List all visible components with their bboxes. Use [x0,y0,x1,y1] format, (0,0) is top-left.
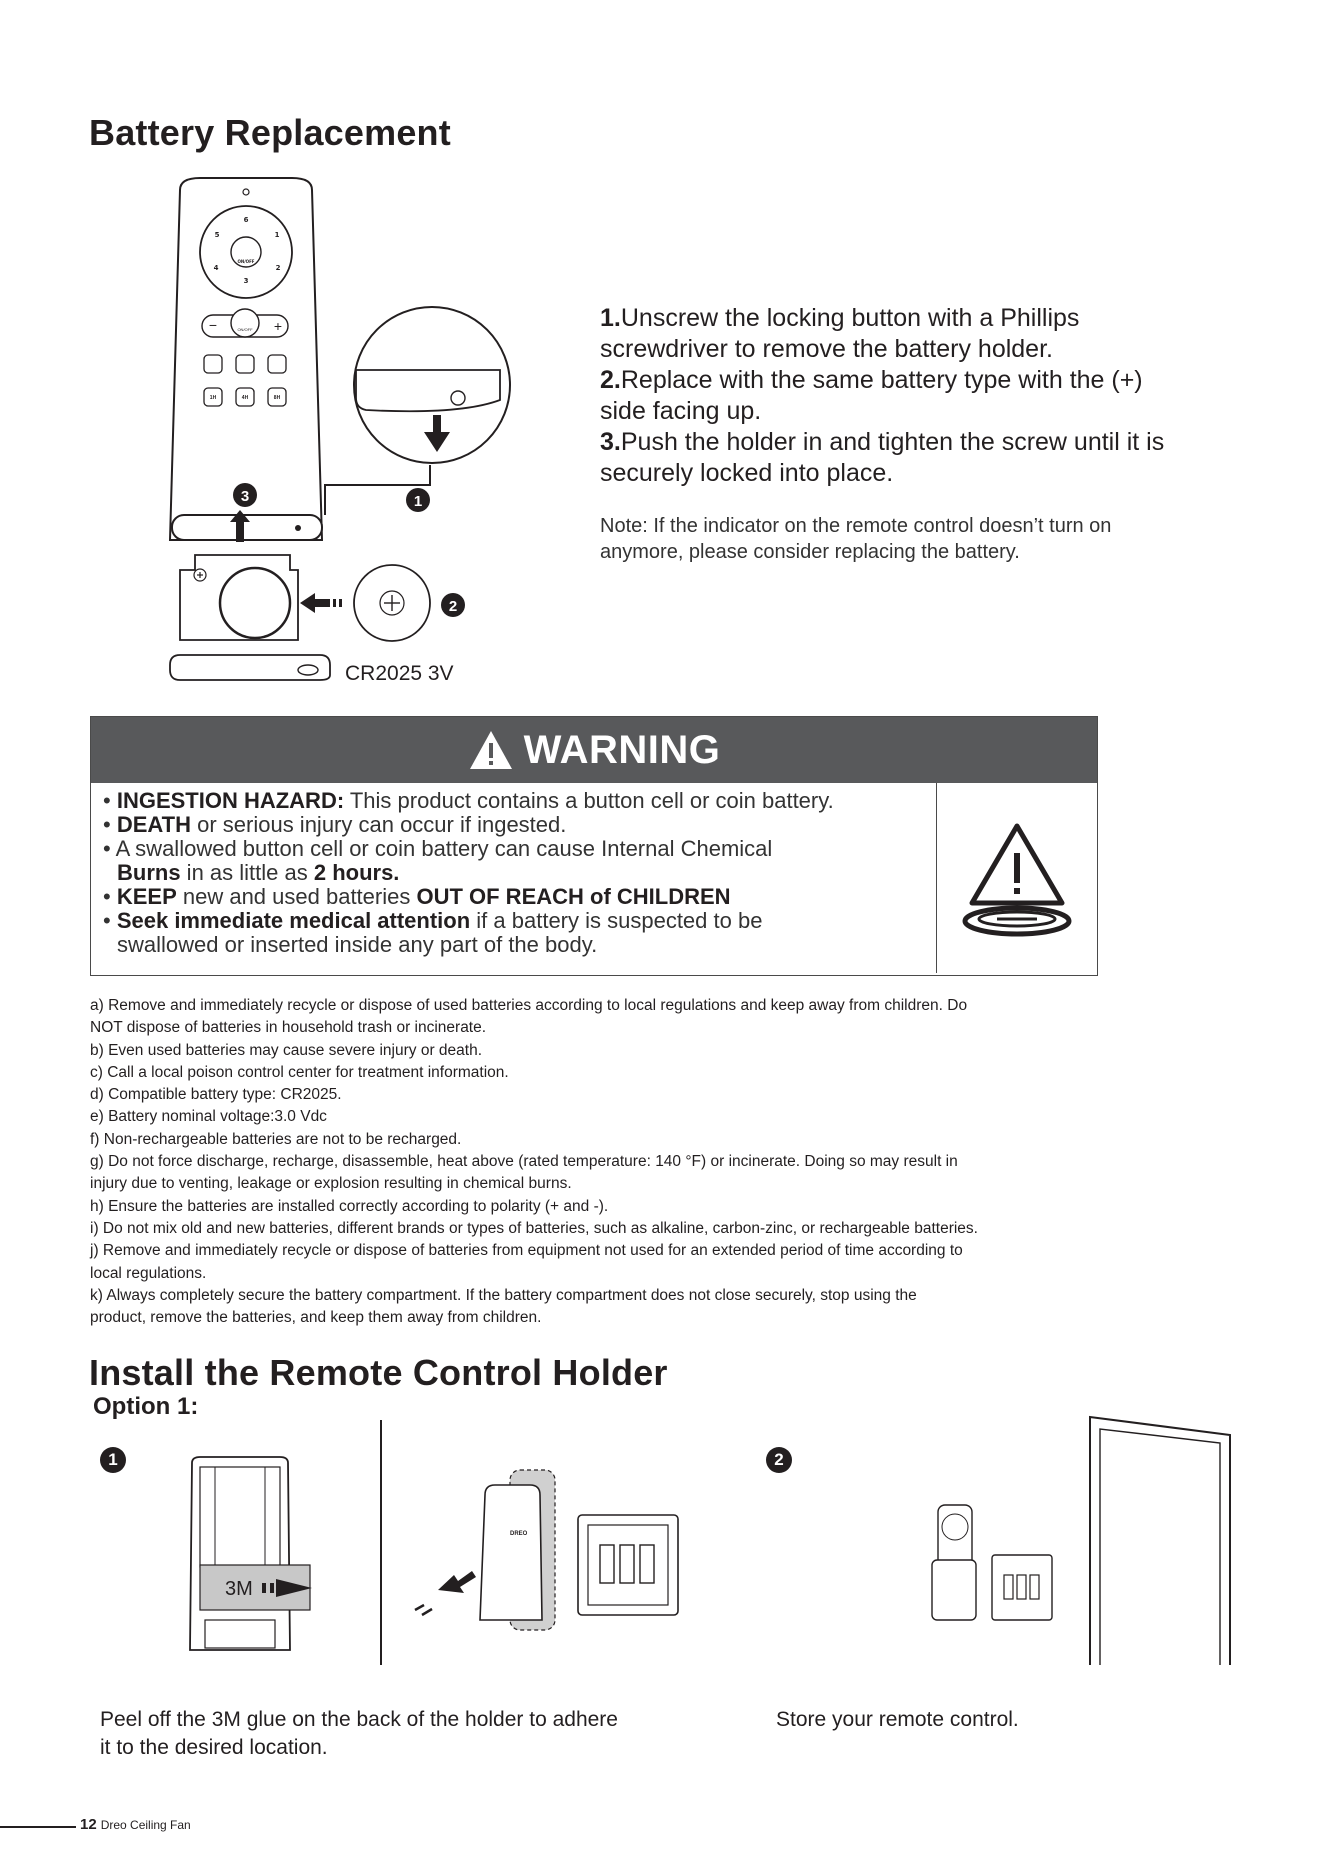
caution-item: product, remove the batteries, and keep them away from children. [90,1309,542,1327]
footer-label: Dreo Ceiling Fan [100,1818,191,1832]
timer-8h-label: 8H [273,395,281,401]
warning-line: • INGESTION HAZARD: This product contains a button cell or coin battery. [103,788,834,813]
timer-1h-label: 1H [209,395,217,401]
install-caption-2: Store your remote control. [776,1708,1019,1731]
wheel-label-1: 1 [274,231,280,239]
wheel-center-label: ON/OFF [237,259,255,264]
caution-item: c) Call a local poison control center for treatment information. [90,1063,509,1081]
caution-item: b) Even used batteries may cause severe injury or death. [90,1041,483,1059]
step-1: 1.Unscrew the locking button with a Phillips screwdriver to remove the battery holder. [600,304,1080,363]
wheel-label-5: 5 [214,231,220,239]
install-step-1-badge: 1 [100,1447,126,1473]
step-2: 2.Replace with the same battery type with the (+) side facing up. [600,366,1143,425]
holder-on-wall-illustration [410,1465,690,1645]
install-divider [380,1420,382,1665]
caution-item: e) Battery nominal voltage:3.0 Vdc [90,1108,327,1126]
battery-type-label: CR2025 3V [345,662,454,685]
caution-item: injury due to venting, leakage or explosion resulting in chemical burns. [90,1175,572,1193]
caution-item: j) Remove and immediately recycle or dispose of batteries from equipment not used for an extended period of time according to [90,1242,963,1260]
caution-item: g) Do not force discharge, recharge, disassemble, heat above (rated temperature: 140 °F) or incinerate. Doing so may result in [90,1153,958,1171]
warning-line: • A swallowed button cell or coin battery can cause Internal Chemical [103,836,773,861]
battery-replacement-diagram [160,170,620,695]
wheel-label-2: 2 [275,264,281,272]
warning-title: WARNING [523,727,721,772]
install-caption-1: Peel off the 3M glue on the back of the holder to adhere it to the desired location. [100,1708,618,1759]
battery-note: Note: If the indicator on the remote control doesn’t turn on anymore, please consider replacing the battery. [600,515,1112,563]
caution-item: a) Remove and immediately recycle or dispose of used batteries according to local regulations and keep away from children. Do [90,997,968,1014]
section-title-install-holder: Install the Remote Control Holder [89,1352,668,1393]
holder-back-illustration [180,1455,330,1655]
warning-header [91,717,1097,783]
warning-text [91,783,937,973]
plus-label: + [273,318,283,334]
wheel-label-4: 4 [213,264,219,272]
battery-steps [600,303,1170,489]
option-label: Option 1: [93,1393,199,1420]
coin-battery-hazard-icon [962,818,1072,938]
minus-label: − [208,317,218,333]
warning-line: • KEEP new and used batteries OUT OF REACH of CHILDREN [103,884,731,909]
tape-3m-label: 3M [225,1578,253,1600]
caution-item: local regulations. [90,1264,207,1282]
timer-4h-label: 4H [241,395,249,401]
install-step-2-badge: 2 [766,1447,792,1473]
page-number: 12 [80,1816,97,1833]
caution-item: i) Do not mix old and new batteries, different brands or types of batteries, such as alkaline, carbon-zinc, or rechargeable batteries. [90,1219,978,1237]
warning-box [90,716,1098,976]
warning-line: • Seek immediate medical attention if a battery is suspected to be [103,908,763,933]
remote-stored-illustration [920,1415,1240,1675]
warning-icon-panel [937,783,1097,973]
caution-item: d) Compatible battery type: CR2025. [90,1086,342,1104]
caution-item: f) Non-rechargeable batteries are not to be recharged. [90,1130,462,1148]
callout-2: 2 [448,598,458,615]
warning-line: Burns in as little as 2 hours. [117,860,400,885]
holder-logo: DREO [510,1531,528,1537]
battery-caution-list [90,995,1240,1329]
step-3: 3.Push the holder in and tighten the screw until it is securely locked into place. [600,428,1165,487]
warning-triangle-icon [468,729,514,771]
wheel-label-3: 3 [243,277,249,285]
light-onoff-label: ON/OFF [237,327,253,332]
warning-line: swallowed or inserted inside any part of the body. [117,932,598,957]
caution-item: k) Always completely secure the battery compartment. If the battery compartment does not close securely, stop using the [90,1286,917,1304]
page-footer [80,1816,191,1833]
callout-3: 3 [240,488,250,505]
footer-rule [0,1826,76,1828]
wheel-label-6: 6 [243,216,249,224]
warning-line: • DEATH or serious injury can occur if ingested. [103,812,567,837]
section-title-battery-replacement: Battery Replacement [89,112,451,153]
callout-1: 1 [413,493,423,510]
caution-item: h) Ensure the batteries are installed correctly according to polarity (+ and -). [90,1197,609,1215]
caution-item: NOT dispose of batteries in household trash or incinerate. [90,1019,487,1037]
